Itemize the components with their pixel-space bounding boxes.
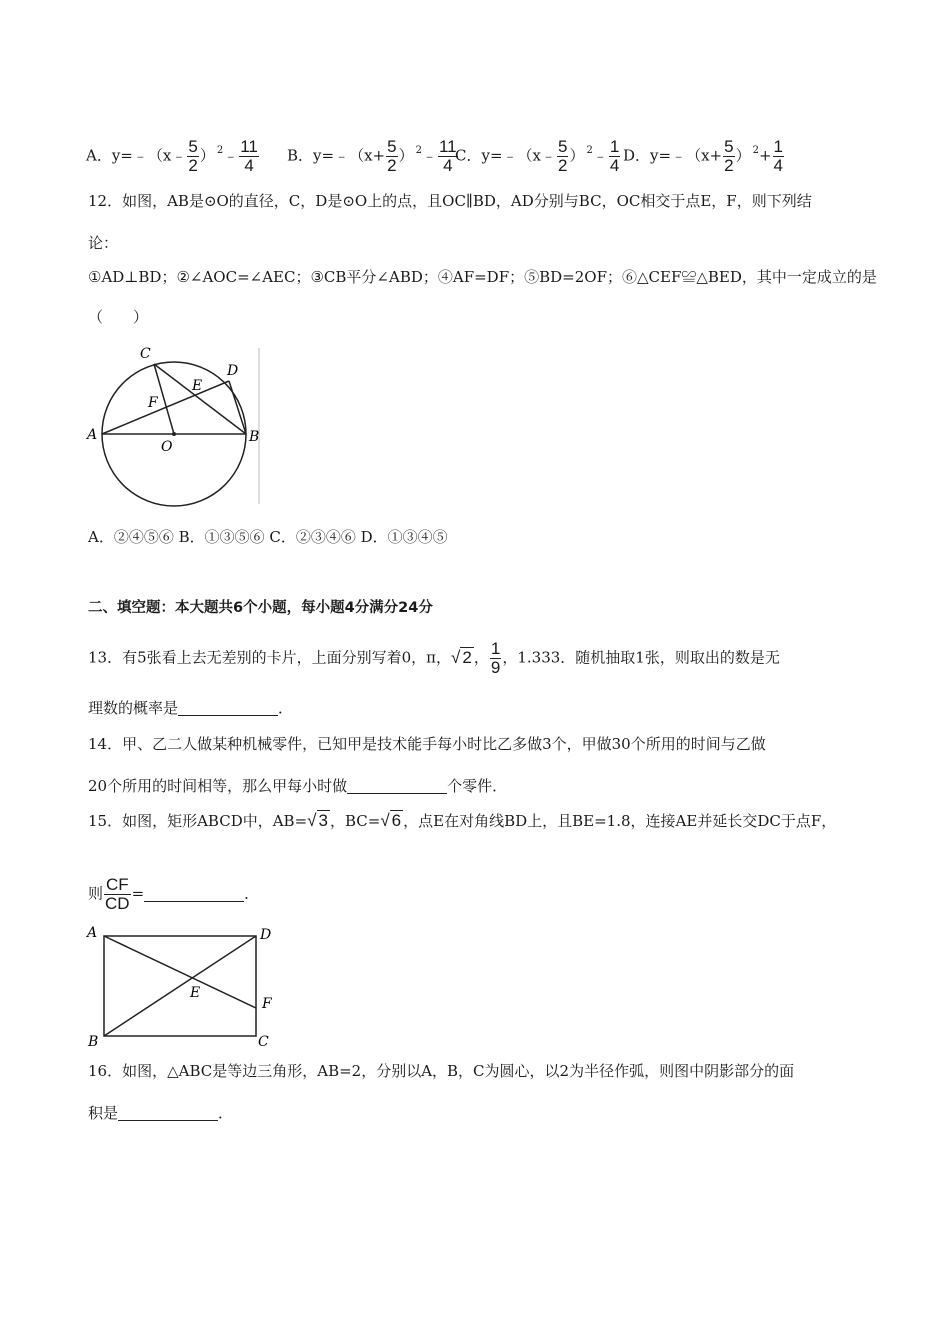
q12-answer-paren: （ ） [88, 308, 149, 326]
q15-rectangle-figure [84, 922, 284, 1052]
label-b: B [249, 429, 260, 445]
fraction: $\frac{11}{4}$ [438, 137, 457, 175]
sqrt: √ 2 [451, 647, 472, 667]
q14-line1: 14．甲、乙二人做某种机械零件，已知甲是技术能手每小时比乙多做3个，甲做30个所用的时间与乙做 [88, 735, 766, 753]
fraction: $\frac{1}{9}$ [490, 639, 501, 677]
label-f: F [262, 996, 272, 1012]
fraction: $\frac{CF}{CD}$ [105, 875, 130, 913]
q15-line2: 则 $\frac{CF}{CD}$ = ． [88, 875, 260, 913]
q16-line1: 16．如图，△ABC是等边三角形，AB=2，分别以A，B，C为圆心，以2为半径作弧，则图中阴影部分的面 [88, 1062, 795, 1080]
section-heading: 二、填空题：本大题共6个小题，每小题4分满分24分 [88, 600, 433, 616]
q11-option-a: A．y=﹣（x﹣ $\frac{5}{2}$ ） $^2$﹣ $\frac{11}{4}$ [86, 137, 258, 175]
label-a: A [87, 925, 98, 941]
label-a: A [87, 427, 98, 443]
q13-line2: 理数的概率是 ． [88, 699, 294, 717]
fraction: $\frac{1}{4}$ [609, 137, 620, 175]
q12-stem-line1: 12．如图，AB是⊙O的直径，C，D是⊙O上的点，且OC∥BD，AD分别与BC，OC相交于点E，F，则下列结 [88, 192, 812, 210]
label-d: D [227, 363, 239, 379]
sqrt: √ 3 [307, 811, 328, 830]
label-d: D [260, 927, 272, 943]
q11-option-b: B．y=﹣（x+ $\frac{5}{2}$ ） $^2$﹣ $\frac{11}{4}$ [287, 137, 457, 175]
answer-blank[interactable] [118, 1104, 218, 1121]
answer-blank[interactable] [144, 885, 244, 902]
fraction: $\frac{5}{2}$ [387, 137, 397, 175]
label-o: O [161, 439, 173, 455]
q12-circle-figure [84, 344, 264, 509]
q15-line1: 15．如图，矩形ABCD中，AB=√ 3 ，BC=√ 6 ，点E在对角线BD上，且BE=1.8，连接AE并延长交DC于点F， [88, 811, 837, 830]
label-c: C [258, 1034, 269, 1050]
sqrt: √ 6 [380, 811, 402, 830]
label-e: E [192, 378, 203, 394]
fraction: $\frac{1}{4}$ [773, 137, 784, 175]
label-c: C [140, 346, 151, 362]
q13-line1: 13．有5张看上去无差别的卡片，上面分别写着0，π，√ 2 ， $\frac{1}{9}$ ，1.333．随机抽取1张，则取出的数是无 [88, 639, 780, 677]
q11-option-c: C．y=﹣（x﹣ $\frac{5}{2}$ ） $^2$﹣ $\frac{1}{4}$ [455, 137, 620, 175]
q12-statements: ①AD⊥BD；②∠AOC=∠AEC；③CB平分∠ABD；④AF=DF；⑤BD=2OF；⑥△CEF≌△BED，其中一定成立的是 [88, 268, 877, 286]
fraction: $\frac{5}{2}$ [557, 137, 568, 175]
q12-options: A．②④⑤⑥ B．①③⑤⑥ C．②③④⑥ D．①③④⑤ [88, 528, 448, 546]
label-e: E [190, 985, 201, 1001]
fraction: $\frac{5}{2}$ [724, 137, 734, 175]
fraction: $\frac{5}{2}$ [188, 137, 198, 175]
q12-stem-line2: 论： [88, 234, 119, 252]
fraction: $\frac{11}{4}$ [240, 137, 258, 175]
q14-line2: 20个所用的时间相等，那么甲每小时做 个零件． [88, 777, 508, 795]
label-f: F [148, 395, 158, 411]
q16-line2: 积是 ． [88, 1104, 234, 1122]
answer-blank[interactable] [347, 777, 447, 794]
answer-blank[interactable] [178, 699, 278, 716]
q11-option-d: D．y=﹣（x+ $\frac{5}{2}$ ） $^2$+ $\frac{1}{4}$ [623, 137, 784, 175]
label-b: B [88, 1034, 99, 1050]
